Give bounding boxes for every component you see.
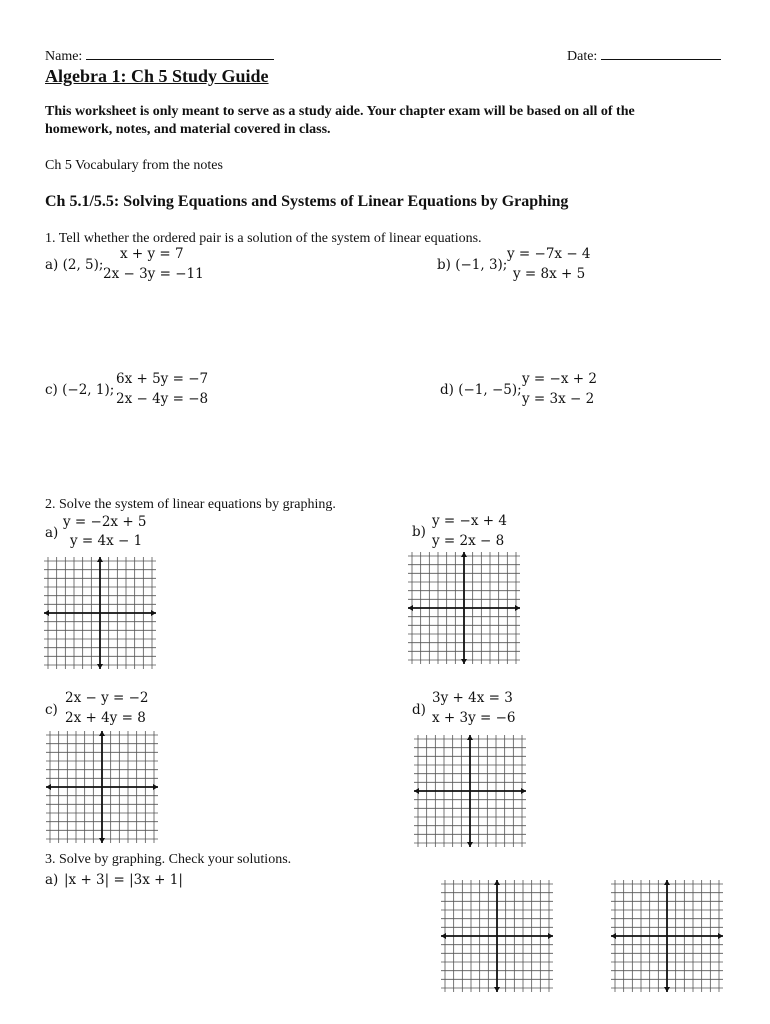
name-field[interactable] [45, 47, 274, 65]
date-blank[interactable] [601, 47, 721, 60]
q2a-label: a) [45, 525, 59, 541]
vocab-heading: Ch 5 Vocabulary from the notes [45, 158, 223, 173]
q1-prompt: 1. Tell whether the ordered pair is a solution of the system of linear equations. [45, 231, 482, 246]
name-blank[interactable] [86, 47, 274, 60]
q2c-eq2: 2x + 4y = 8 [65, 710, 146, 726]
q1b-label: b) (−1, 3); [437, 257, 508, 273]
q1d-label: d) (−1, −5); [440, 382, 522, 398]
q1d-eq2: y = 3x − 2 [522, 391, 595, 407]
q2b-label: b) [412, 524, 426, 540]
q1b-eq2: y = 8x + 5 [513, 266, 586, 282]
q2d-label: d) [412, 702, 426, 718]
q2d-eq1: 3y + 4x = 3 [432, 690, 513, 706]
q3-prompt: 3. Solve by graphing. Check your solutions. [45, 852, 292, 867]
q3a-eq: |x + 3| = |3x + 1| [64, 872, 183, 888]
coordinate-grid-q3a-right[interactable] [611, 880, 723, 992]
q1c-eq1: 6x + 5y = −7 [116, 371, 209, 387]
q1c-eq2: 2x − 4y = −8 [116, 391, 209, 407]
intro-line-1: This worksheet is only meant to serve as a study aide. Your chapter exam will be based on all of the [45, 104, 635, 119]
date-label: Date: [567, 49, 598, 64]
q2b-eq1: y = −x + 4 [432, 513, 507, 529]
q2-prompt: 2. Solve the system of linear equations by graphing. [45, 497, 336, 512]
coordinate-grid-q3a-left[interactable] [441, 880, 553, 992]
date-field[interactable] [567, 47, 721, 65]
coordinate-grid-q2a[interactable] [44, 557, 156, 669]
coordinate-grid-q2c[interactable] [46, 731, 158, 843]
q2a-eq2: y = 4x − 1 [70, 533, 143, 549]
name-label: Name: [45, 49, 83, 64]
q3a-label: a) [45, 872, 59, 888]
coordinate-grid-q2b[interactable] [408, 552, 520, 664]
q2b-eq2: y = 2x − 8 [432, 533, 505, 549]
q1b-eq1: y = −7x − 4 [507, 246, 591, 262]
section-heading: Ch 5.1/5.5: Solving Equations and Systems of Linear Equations by Graphing [45, 193, 569, 210]
q1a-eq1: x + y = 7 [120, 246, 184, 262]
q1d-eq1: y = −x + 2 [522, 371, 597, 387]
page-title: Algebra 1: Ch 5 Study Guide [45, 66, 269, 86]
q1a-label: a) (2, 5); [45, 257, 104, 273]
q1a-eq2: 2x − 3y = −11 [103, 266, 204, 282]
coordinate-grid-q2d[interactable] [414, 735, 526, 847]
q2c-eq1: 2x − y = −2 [65, 690, 149, 706]
q2d-eq2: x + 3y = −6 [432, 710, 516, 726]
q1c-label: c) (−2, 1); [45, 382, 115, 398]
intro-line-2: homework, notes, and material covered in class. [45, 122, 331, 137]
q2a-eq1: y = −2x + 5 [63, 514, 147, 530]
q2c-label: c) [45, 702, 58, 718]
